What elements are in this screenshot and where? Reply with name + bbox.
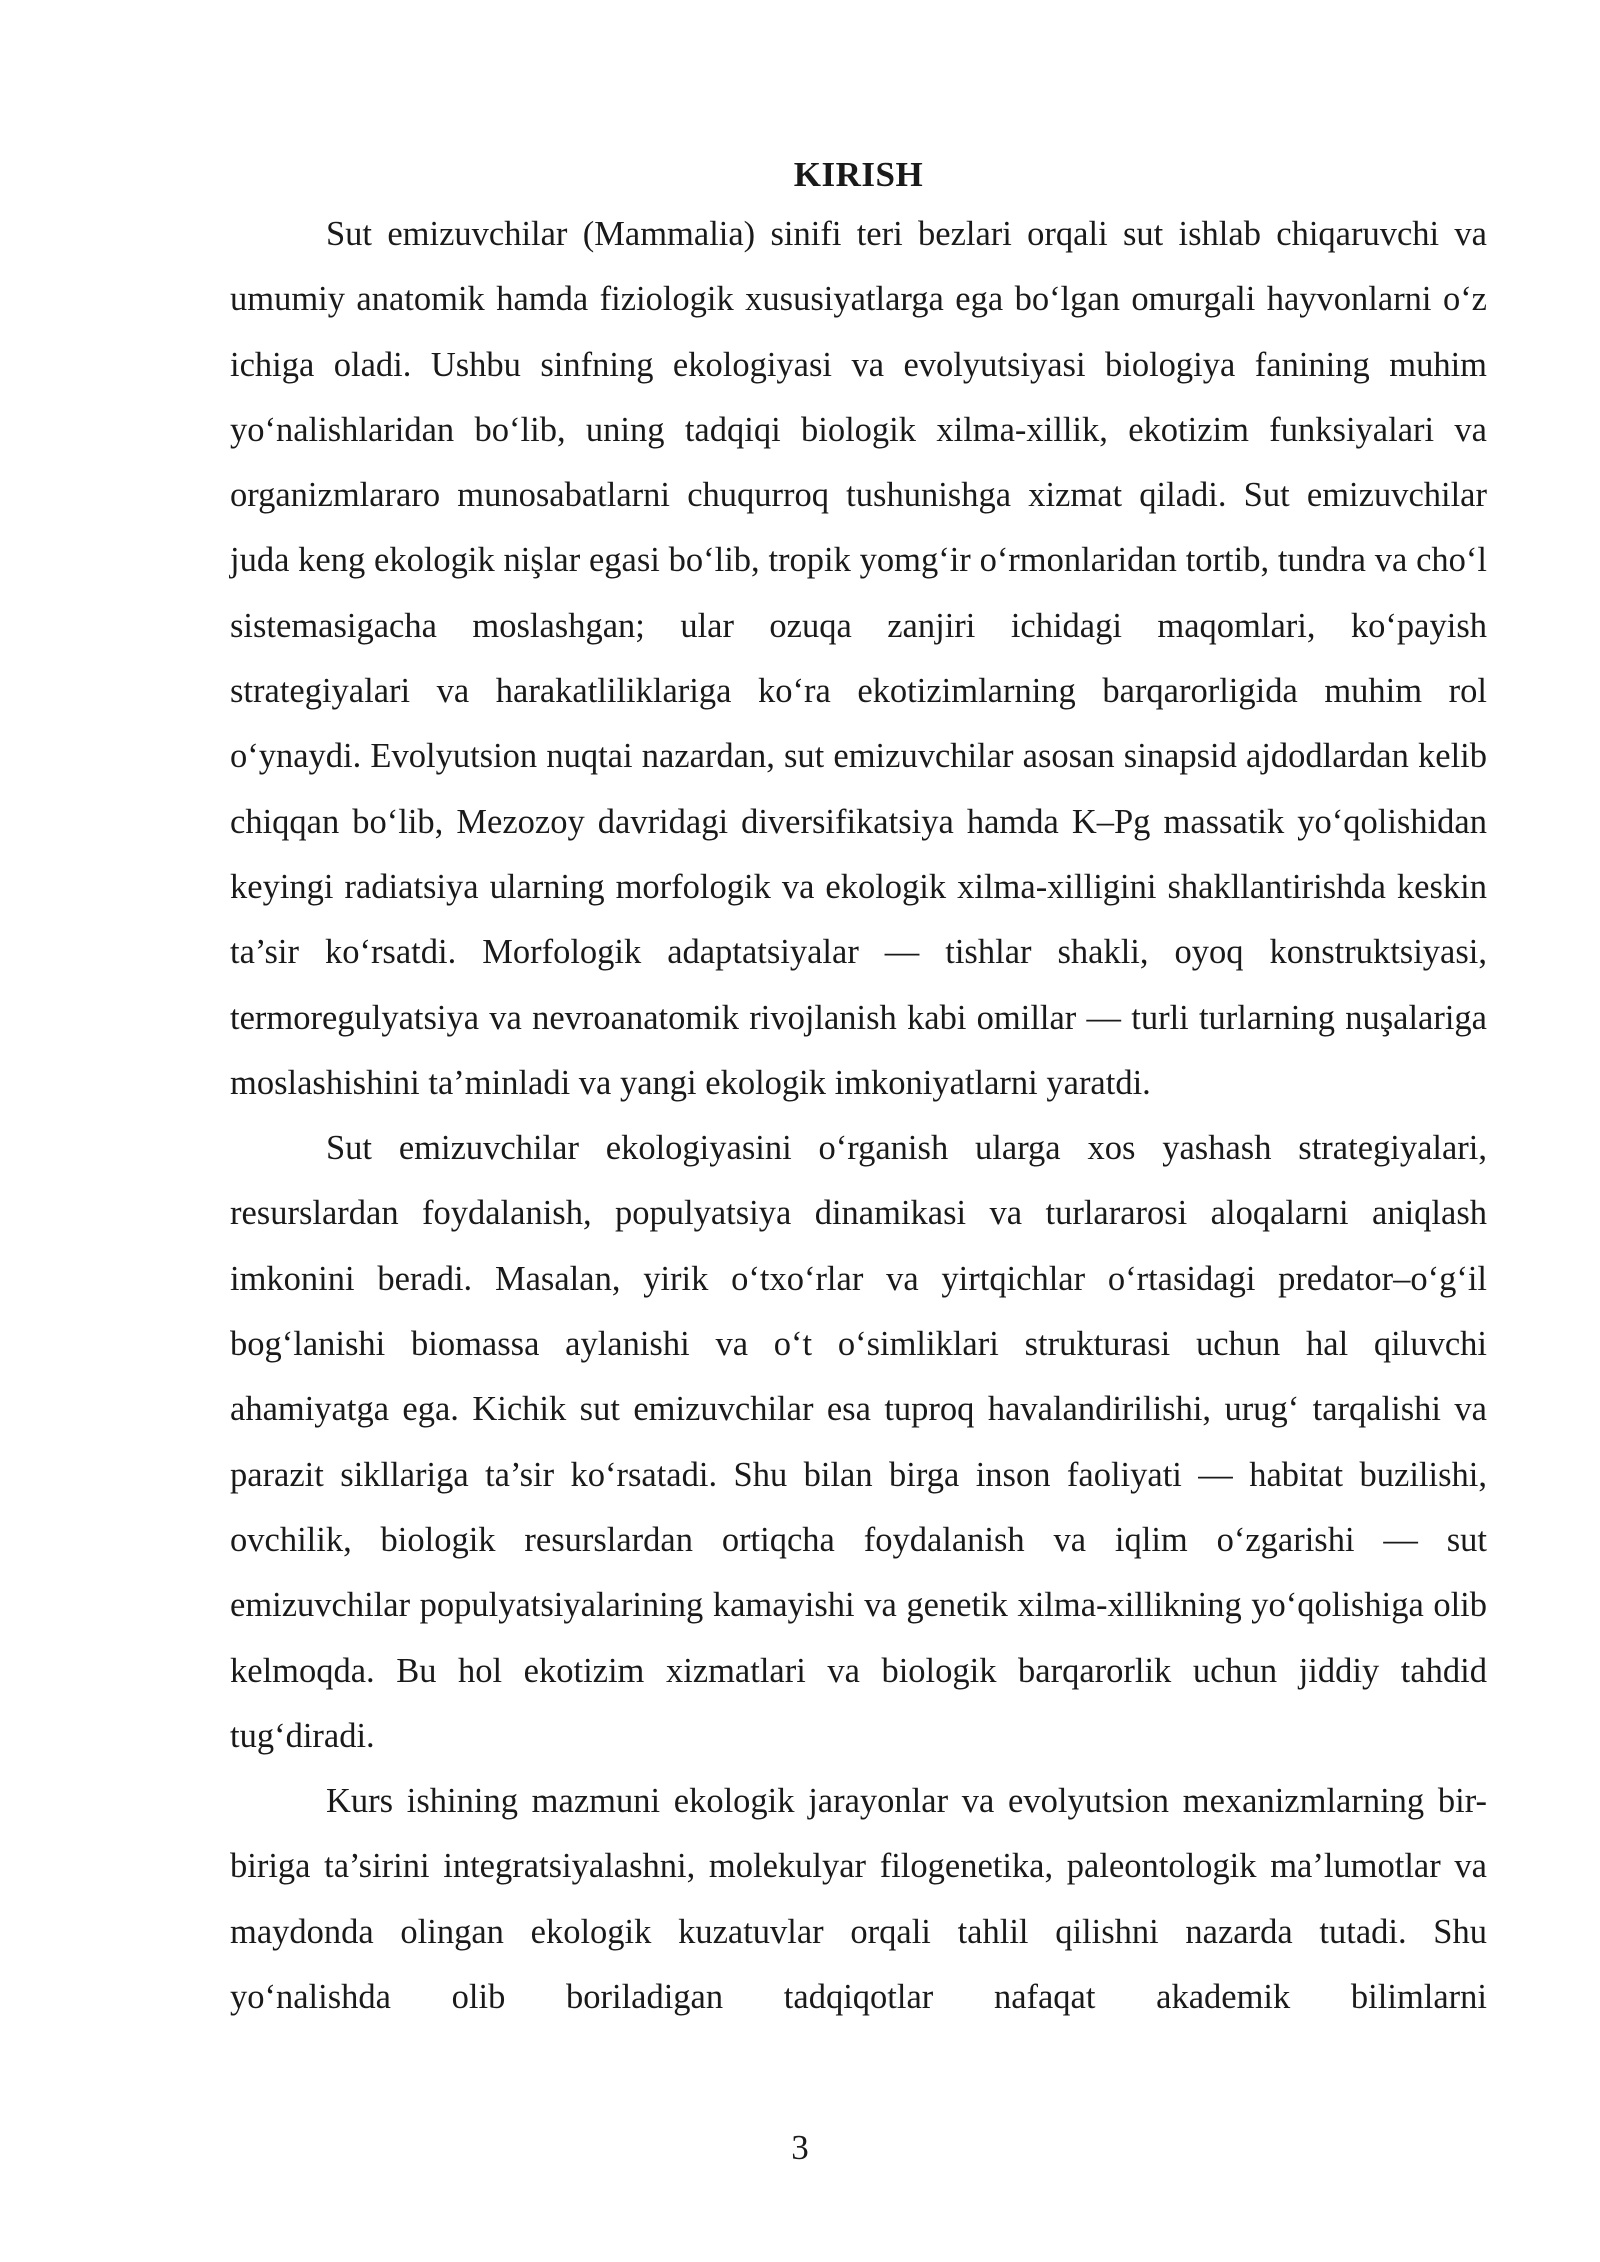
section-title: KIRISH (793, 155, 924, 194)
paragraph-3: Kurs ishining mazmuni ekologik jarayonlar va evolyutsion mexanizmlarning bir-biriga ta’sirini integratsiyalashni, molekulyar filogenetika, paleontologik ma’lumotlar va maydonda olingan ekologik kuzatuvlar orqali tahlil qilishni nazarda tutadi. Shu yo‘nalishda olib boriladigan tadqiqotlar nafaqat akademik bilimlarni (230, 1782, 1487, 2017)
page-number: 3 (791, 2128, 809, 2167)
paragraph-1: Sut emizuvchilar (Mammalia) sinifi teri bezlari orqali sut ishlab chiqaruvchi va umumiy anatomik hamda fiziologik xususiyatlarga ega bo‘lgan omurgali hayvonlarni o‘z ichiga oladi. Ushbu sinfning ekologiyasi va evolyutsiyasi biologiya fanining muhim yo‘nalishlaridan bo‘lib, uning tadqiqi biologik xilma-xillik, ekotizim funksiyalari va organizmlararo munosabatlarni chuqurroq tushunishga xizmat qiladi. Sut emizuvchilar juda keng ekologik nişlar egasi bo‘lib, tropik yomg‘ir o‘rmonlaridan tortib, tundra va cho‘l sistemasigacha moslashgan; ular ozuqa zanjiri ichidagi maqomlari, ko‘payish strategiyalari va harakatliliklariga ko‘ra ekotizimlarning barqarorligida muhim rol o‘ynaydi. Evolyutsion nuqtai nazardan, sut emizuvchilar asosan sinapsid ajdodlardan kelib chiqqan bo‘lib, Mezozoy davridagi diversifikatsiya hamda K–Pg massatik yo‘qolishidan keyingi radiatsiya ularning morfologik va ekologik xilma-xilligini shakllantirishda keskin ta’sir ko‘rsatdi. Morfologik adaptatsiyalar — tishlar shakli, oyoq konstruktsiyasi, termoregulyatsiya va nevroanatomik rivojlanish kabi omillar — turli turlarning nuşalariga moslashishini ta’minladi va yangi ekologik imkoniyatlarni yaratdi. (230, 215, 1487, 1102)
page-content (230, 148, 1487, 2030)
paragraph-2: Sut emizuvchilar ekologiyasini o‘rganish ularga xos yashash strategiyalari, resurslardan foydalanish, populyatsiya dinamikasi va turlararosi aloqalarni aniqlash imkonini beradi. Masalan, yirik o‘txo‘rlar va yirtqichlar o‘rtasidagi predator–o‘g‘il bog‘lanishi biomassa aylanishi va o‘t o‘simliklari strukturasi uchun hal qiluvchi ahamiyatga ega. Kichik sut emizuvchilar esa tuproq havalandirilishi, urug‘ tarqalishi va parazit sikllariga ta’sir ko‘rsatadi. Shu bilan birga inson faoliyati — habitat buzilishi, ovchilik, biologik resurslardan ortiqcha foydalanish va iqlim o‘zgarishi — sut emizuvchilar populyatsiyalarining kamayishi va genetik xilma-xillikning yo‘qolishiga olib kelmoqda. Bu hol ekotizim xizmatlari va biologik barqarorlik uchun jiddiy tahdid tug‘diradi. (230, 1129, 1487, 1755)
